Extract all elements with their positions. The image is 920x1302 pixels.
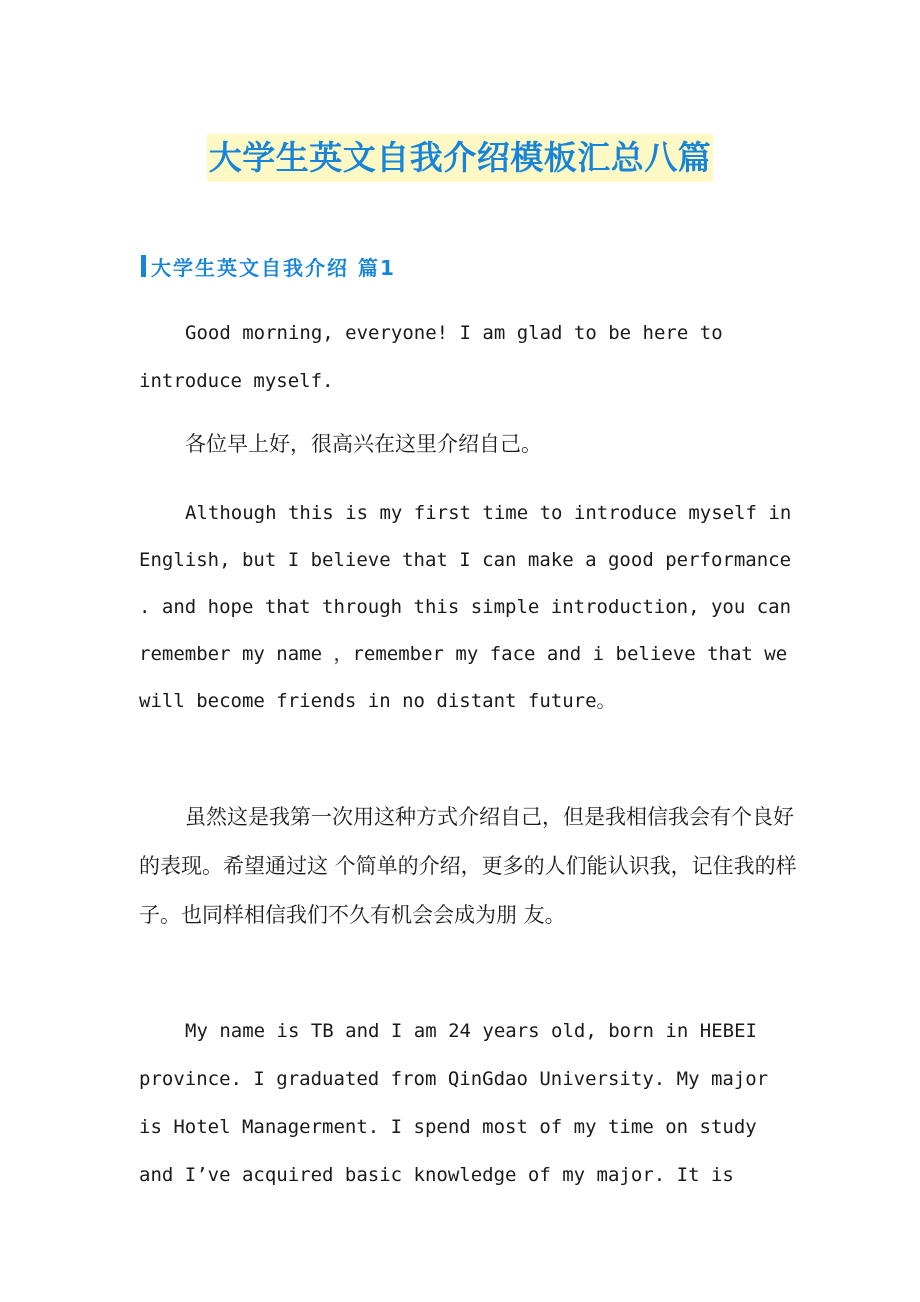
document-title: 大学生英文自我介绍模板汇总八篇 [207,134,714,182]
section-heading-text: 大学生英文自我介绍 篇1 [151,255,396,280]
section-heading [141,251,396,281]
paragraph-greeting-zh: 各位早上好，很高兴在这里介绍自己。 [185,432,542,456]
paragraph-intro-en: Although this is my first time to introduce myself in English, but I believe that I can make a good performance . and hope that through this simple introduction, you can remember my name ，remember my face and i believe that we will become friends in no distant future。 [139,502,792,712]
title-container [0,134,920,182]
paragraph-background-en: My name is TB and I am 24 years old, born in HEBEI province. I graduated from QinGdao University. My major is Hotel Managerment. I spend most of my time on study and I’ve acquired basic knowledge of my major. It is [139,1020,769,1186]
paragraph-greeting-en: Good morning, everyone! I am glad to be here to introduce myself. [139,322,723,392]
paragraph-intro-zh: 虽然这是我第一次用这种方式介绍自己，但是我相信我会有个良好的表现。希望通过这 个简单的介绍，更多的人们能认识我，记住我的样子。也同样相信我们不久有机会会成为朋 友。 [139,805,797,927]
section-marker-bar [141,255,146,277]
